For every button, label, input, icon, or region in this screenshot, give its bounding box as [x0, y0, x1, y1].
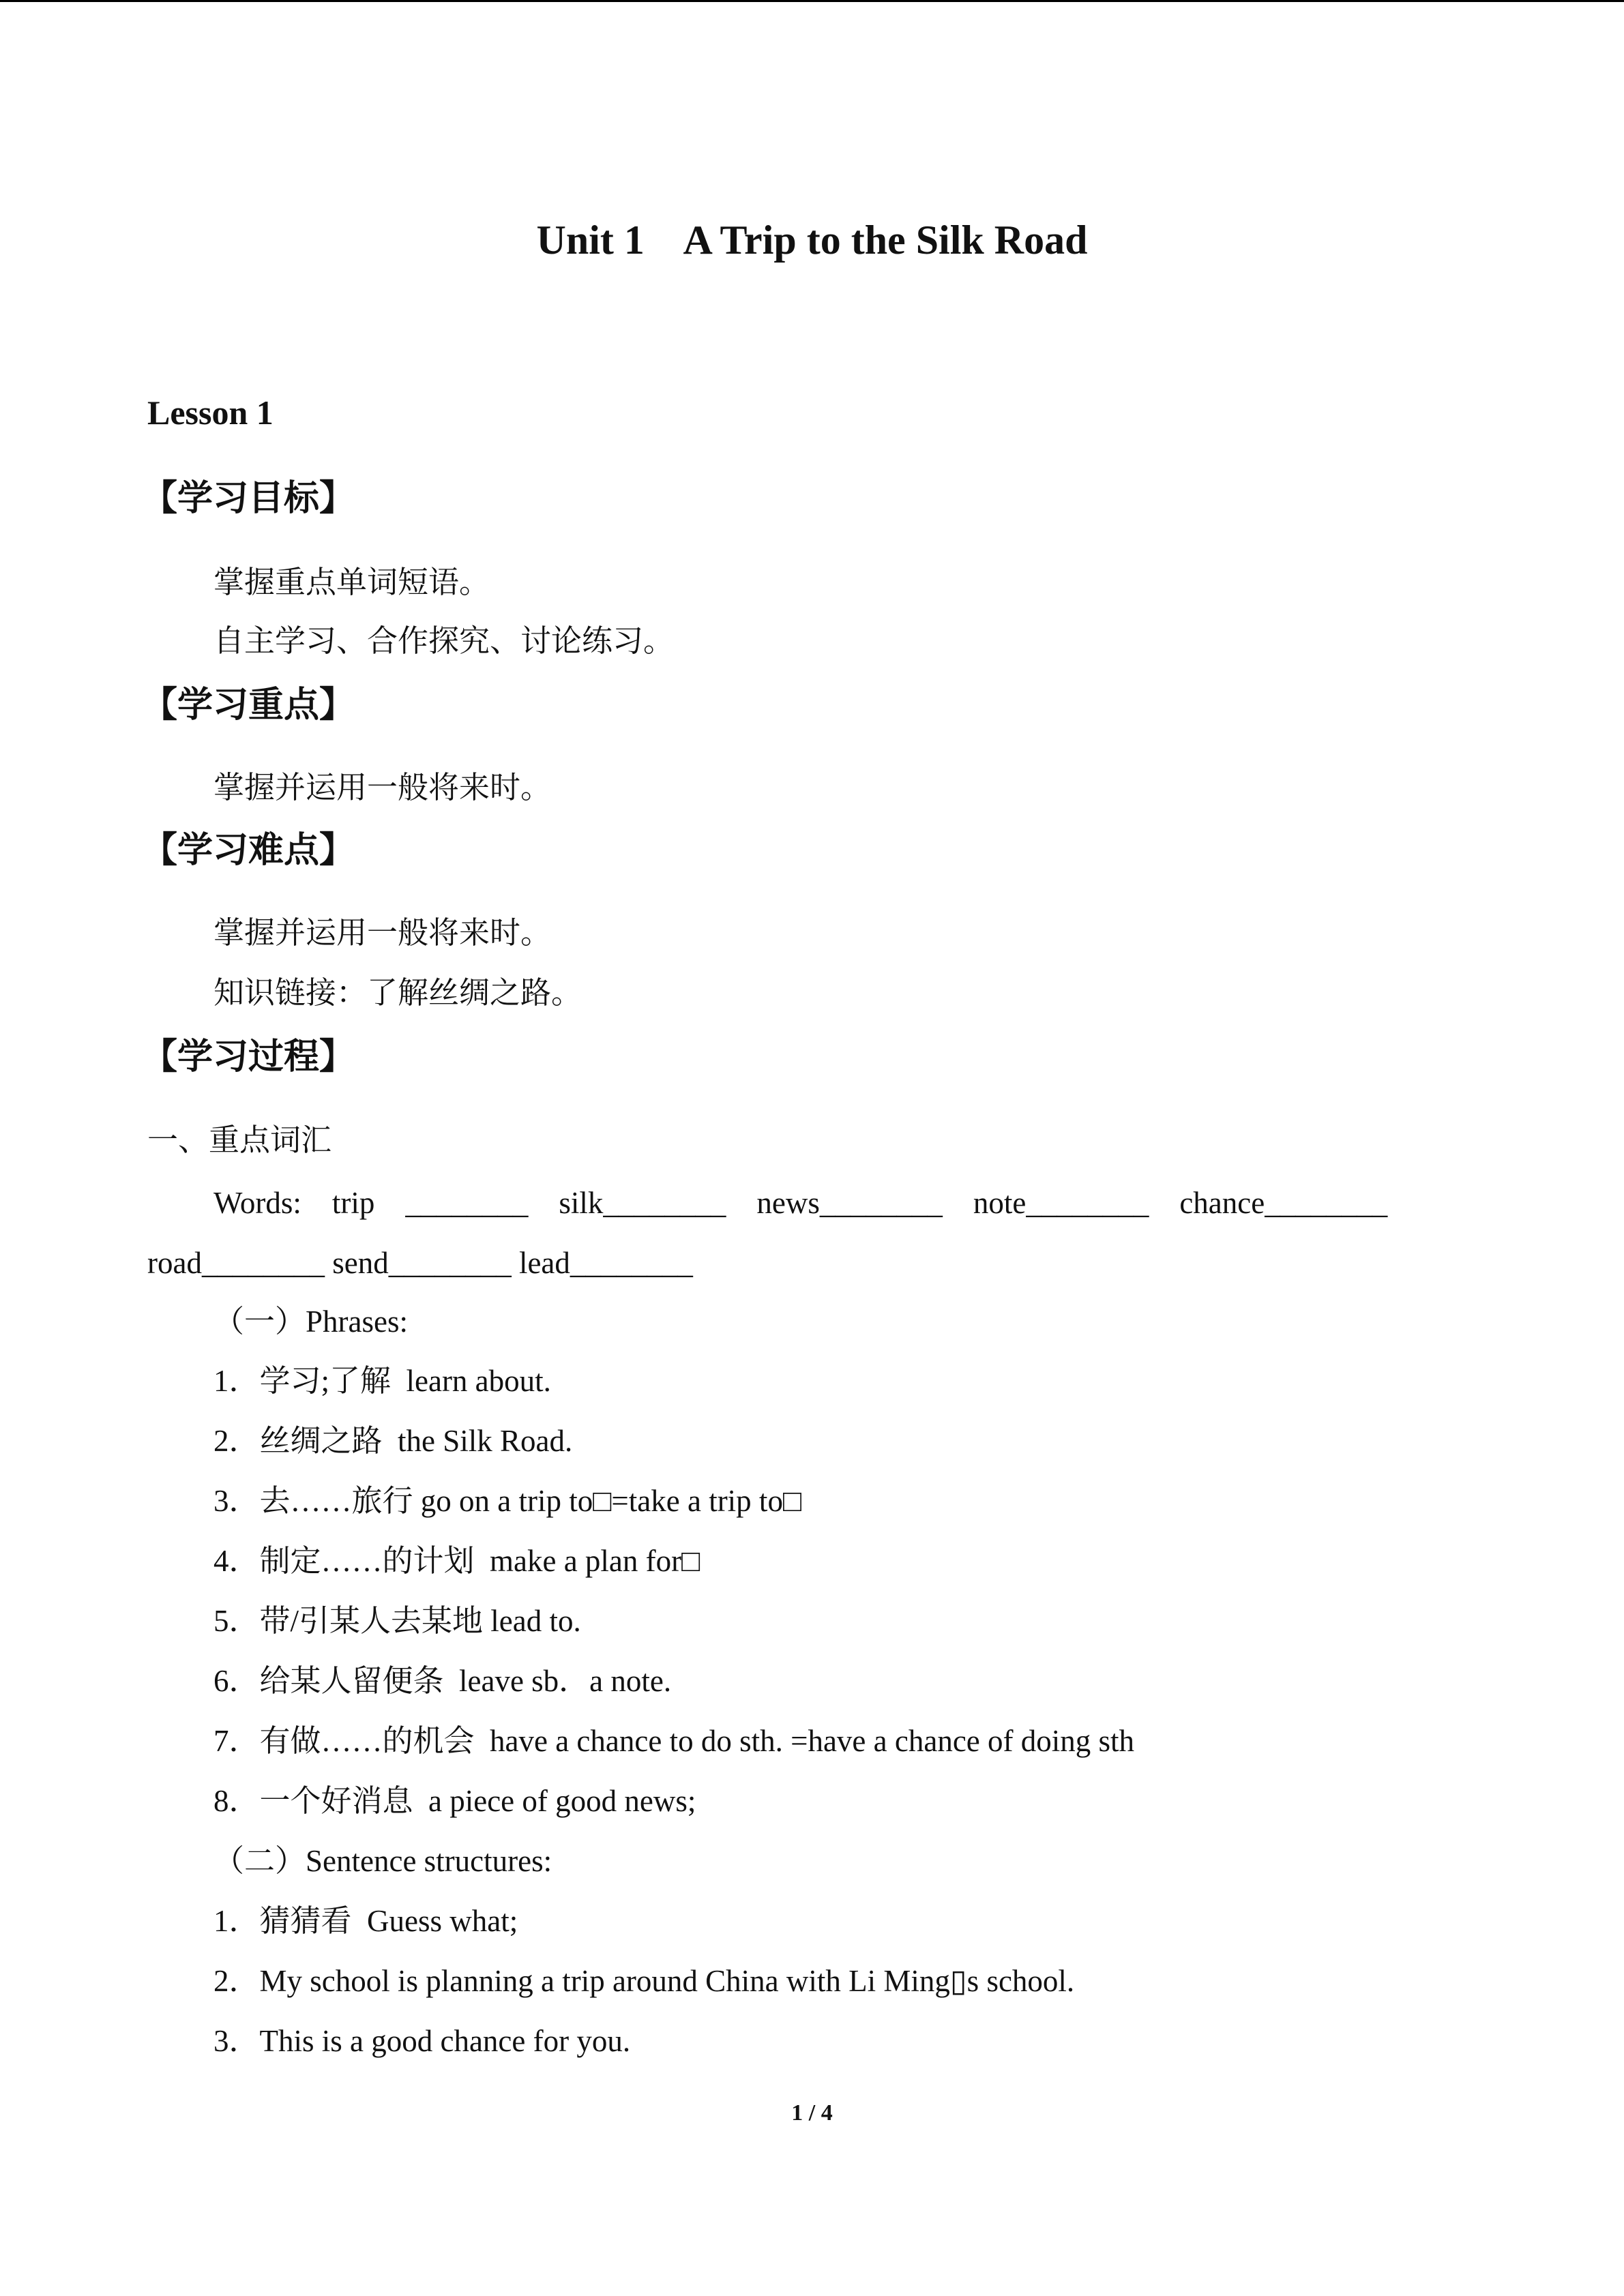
section-keypoints-heading: 【学习重点】	[142, 686, 355, 725]
vocab-heading: 一、重点词汇	[147, 1123, 332, 1157]
lesson-heading: Lesson 1	[147, 393, 274, 432]
section-process-heading: 【学习过程】	[142, 1038, 355, 1077]
sentence-item: 2．My school is planning a trip around China with Li Ming▯s school.	[213, 1964, 1075, 1998]
phrase-item: 7．有做……的机会 have a chance to do sth. =have a chance of doing sth	[213, 1724, 1135, 1758]
words-line-2: road________ send________ lead________	[147, 1246, 693, 1280]
top-border-line	[0, 0, 1624, 2]
page-number: 1 / 4	[791, 2100, 833, 2126]
words-line-1: Words: trip ________ silk________ news________ note________ chance________	[213, 1186, 1388, 1220]
phrase-item: 8．一个好消息 a piece of good news;	[213, 1784, 696, 1818]
phrase-item: 4．制定……的计划 make a plan for□	[213, 1544, 700, 1578]
difficulties-line-1: 掌握并运用一般将来时。	[213, 916, 552, 950]
sentences-heading: （二）Sentence structures:	[213, 1844, 552, 1878]
phrase-item: 3．去……旅行 go on a trip to□=take a trip to□	[213, 1484, 802, 1518]
phrase-item: 2．丝绸之路 the Silk Road.	[213, 1424, 573, 1458]
section-difficulties-heading: 【学习难点】	[142, 831, 355, 870]
goals-line-1: 掌握重点单词短语。	[213, 565, 490, 599]
difficulties-line-2: 知识链接：了解丝绸之路。	[213, 976, 582, 1010]
page-title: Unit 1 A Trip to the Silk Road	[536, 218, 1088, 263]
phrase-item: 1．学习;了解 learn about.	[213, 1364, 551, 1398]
phrase-item: 5．带/引某人去某地 lead to.	[213, 1604, 581, 1638]
phrases-heading: （一）Phrases:	[213, 1304, 408, 1339]
section-goals-heading: 【学习目标】	[142, 479, 355, 518]
goals-line-2: 自主学习、合作探究、讨论练习。	[213, 624, 675, 658]
keypoints-line-1: 掌握并运用一般将来时。	[213, 771, 552, 805]
sentence-item: 1．猜猜看 Guess what;	[213, 1904, 518, 1938]
phrase-item: 6．给某人留便条 leave sb．a note.	[213, 1664, 672, 1698]
sentence-item: 3．This is a good chance for you.	[213, 2024, 631, 2058]
